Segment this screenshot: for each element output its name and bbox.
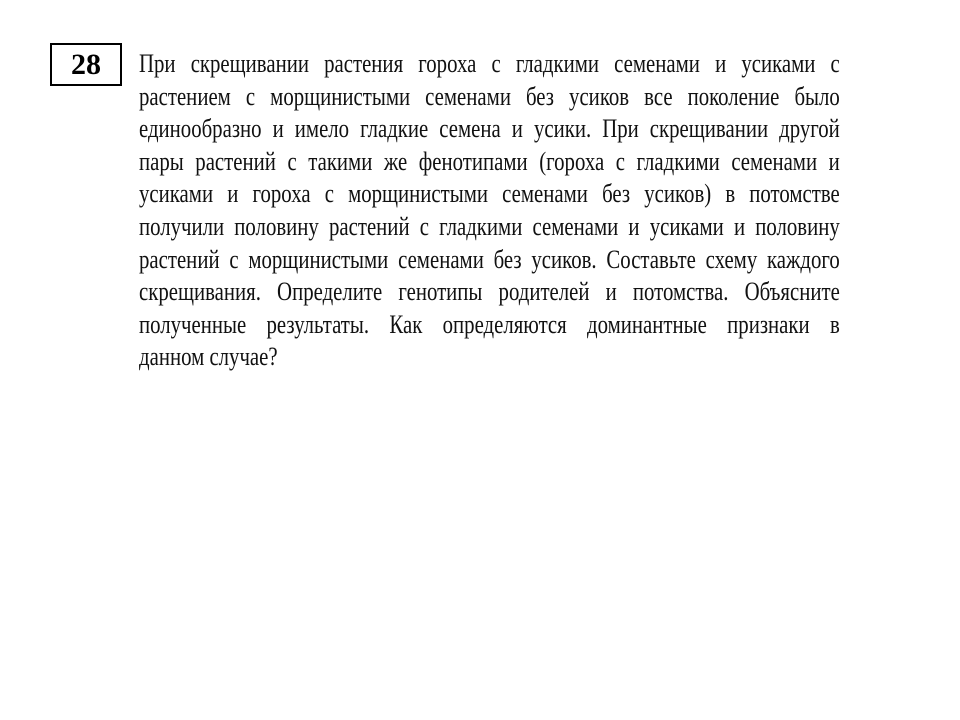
task-number: 28 xyxy=(71,47,101,81)
task-text-line: растением с морщинистыми семенами без усиков все поколение было xyxy=(139,81,840,111)
task-text-line: единообразно и имело гладкие семена и усики. При скрещивании другой xyxy=(139,114,840,144)
task-text xyxy=(139,48,840,374)
task-text-line: усиками и гороха с морщинистыми семенами без усиков) в потомстве xyxy=(139,179,840,209)
task-number-box xyxy=(50,43,122,86)
task-text-line: пары растений с такими же фенотипами (гороха с гладкими семенами и xyxy=(139,146,840,176)
task-text-line: растений с морщинистыми семенами без усиков. Составьте схему каждого xyxy=(139,244,840,274)
task-text-line: При скрещивании растения гороха с гладкими семенами и усиками с xyxy=(139,49,840,78)
task-text-line: полученные результаты. Как определяются доминантные признаки в xyxy=(139,309,840,339)
task-text-line: скрещивания. Определите генотипы родителей и потомства. Объясните xyxy=(139,277,840,307)
task-text-line: данном случае? xyxy=(139,342,278,372)
task-text-line: получили половину растений с гладкими семенами и усиками и половину xyxy=(139,211,840,241)
